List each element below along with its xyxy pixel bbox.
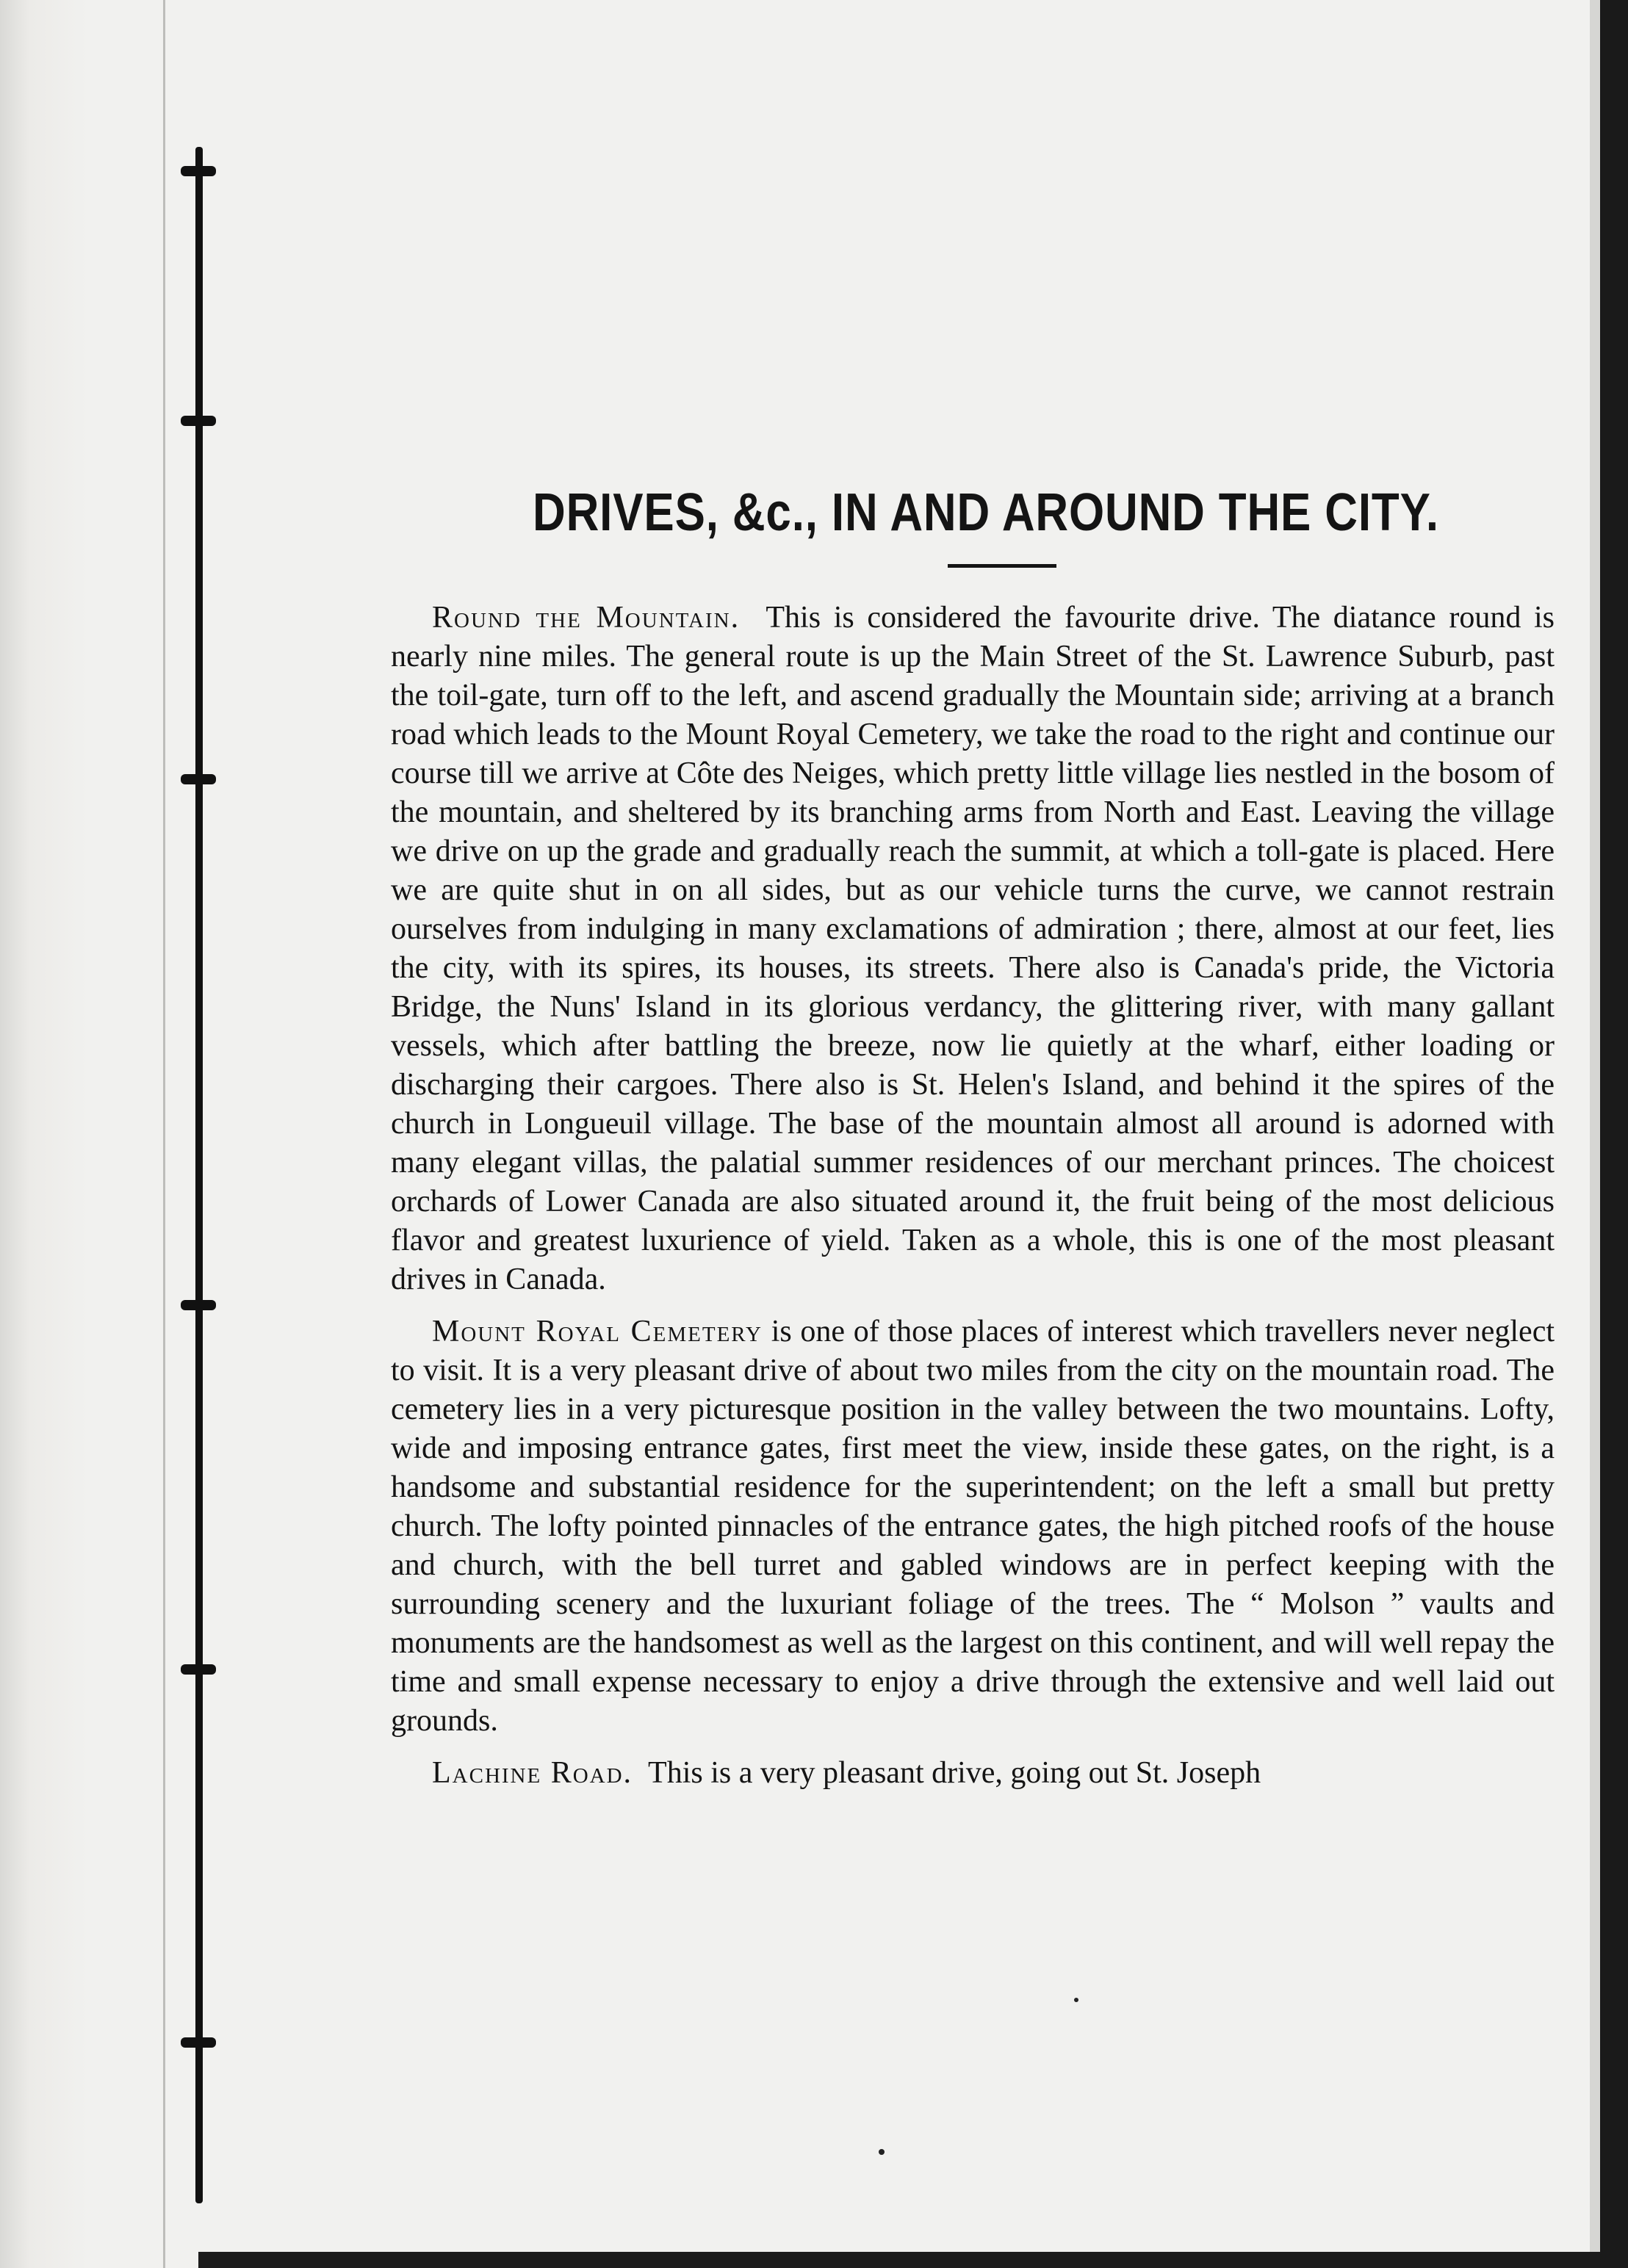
binding-thread (181, 166, 216, 176)
ink-speck (879, 2149, 885, 2155)
binding-shadow (163, 0, 165, 2268)
binding-thread (181, 416, 216, 426)
section-body: This is considered the favourite drive. The diatance round is nearly nine miles. The general route is up the Main Street of the St. Lawrence Suburb, past the toil-gate, turn off to the left, and ascend gradually the Mountain side; arriving at a branch road which leads to the Mount Royal Cemetery, we take the road to the right and continue our course till we arrive at Côte des Neiges, which pretty little village lies nestled in the bosom of the mountain, and sheltered by its branching arms from North and East. Leaving the village we drive on up the grade and gradually reach the summit, at which a toll-gate is placed. Here we are quite shut in on all sides, but as our vehicle turns the curve, we cannot restrain ourselves from indulging in many exclamations of admiration ; there, almost at our feet, lies the city, with its spires, its houses, its streets. There also is Canada's pride, the Victoria Bridge, the Nuns' Island in its glorious verdancy, the glittering river, with many gallant vessels, which after battling the breeze, now lie quietly at the wharf, either loading or discharging their cargoes. There also is St. Helen's Island, and behind it the spires of the church in Longueuil village. The base of the mountain almost all around is adorned with many elegant villas, the palatial summer residences of our merchant princes. The choicest orchards of Lower Canada are also situated around it, the fruit being of the most delicious flavor and greatest luxurience of yield. Taken as a whole, this is one of the most pleasant drives in Canada. (391, 601, 1555, 1296)
section-round-the-mountain (391, 599, 1555, 1299)
binding-thread (181, 2037, 216, 2048)
binding-stitch-line (195, 147, 203, 2203)
page-bottom-edge (198, 2252, 1600, 2268)
binding-thread (181, 774, 216, 784)
page-left-margin (0, 0, 220, 2268)
section-heading: Round the Mountain. (432, 601, 741, 635)
section-lachine-road (391, 1754, 1555, 1793)
page-right-shadow (1590, 0, 1600, 2268)
section-mount-royal-cemetery (391, 1312, 1555, 1741)
page-content (391, 477, 1555, 1793)
ink-speck (1074, 1998, 1078, 2002)
title-rule (948, 564, 1056, 568)
binding-thread (181, 1300, 216, 1310)
section-body: This is a very pleasant drive, going out St. Joseph (648, 1756, 1261, 1790)
page-title: DRIVES, &c., IN AND AROUND THE CITY. (533, 483, 1439, 542)
binding-thread (181, 1664, 216, 1675)
section-heading: Lachine Road. (432, 1756, 633, 1790)
section-body: is one of those places of interest which travellers never neglect to visit. It is a very pleasant drive of about two miles from the city on the mountain road. The cemetery lies in a very picturesque position in the valley between the two mountains. Lofty, wide and imposing entrance gates, first meet the view, inside these gates, on the right, is a handsome and substantial residence for the superintendent; on the left a small but pretty church. The lofty pointed pinnacles of the entrance gates, the high pitched roofs of the house and church, with the bell turret and gabled windows are in perfect keeping with the surrounding scenery and the luxuriant foliage of the trees. The “ Molson ” vaults and monuments are the handsomest as well as the largest on this continent, and will well repay the time and small expense necessary to enjoy a drive through the extensive and well laid out grounds. (391, 1315, 1555, 1738)
section-heading: Mount Royal Cemetery (432, 1315, 763, 1348)
page-right-edge (1600, 0, 1628, 2268)
